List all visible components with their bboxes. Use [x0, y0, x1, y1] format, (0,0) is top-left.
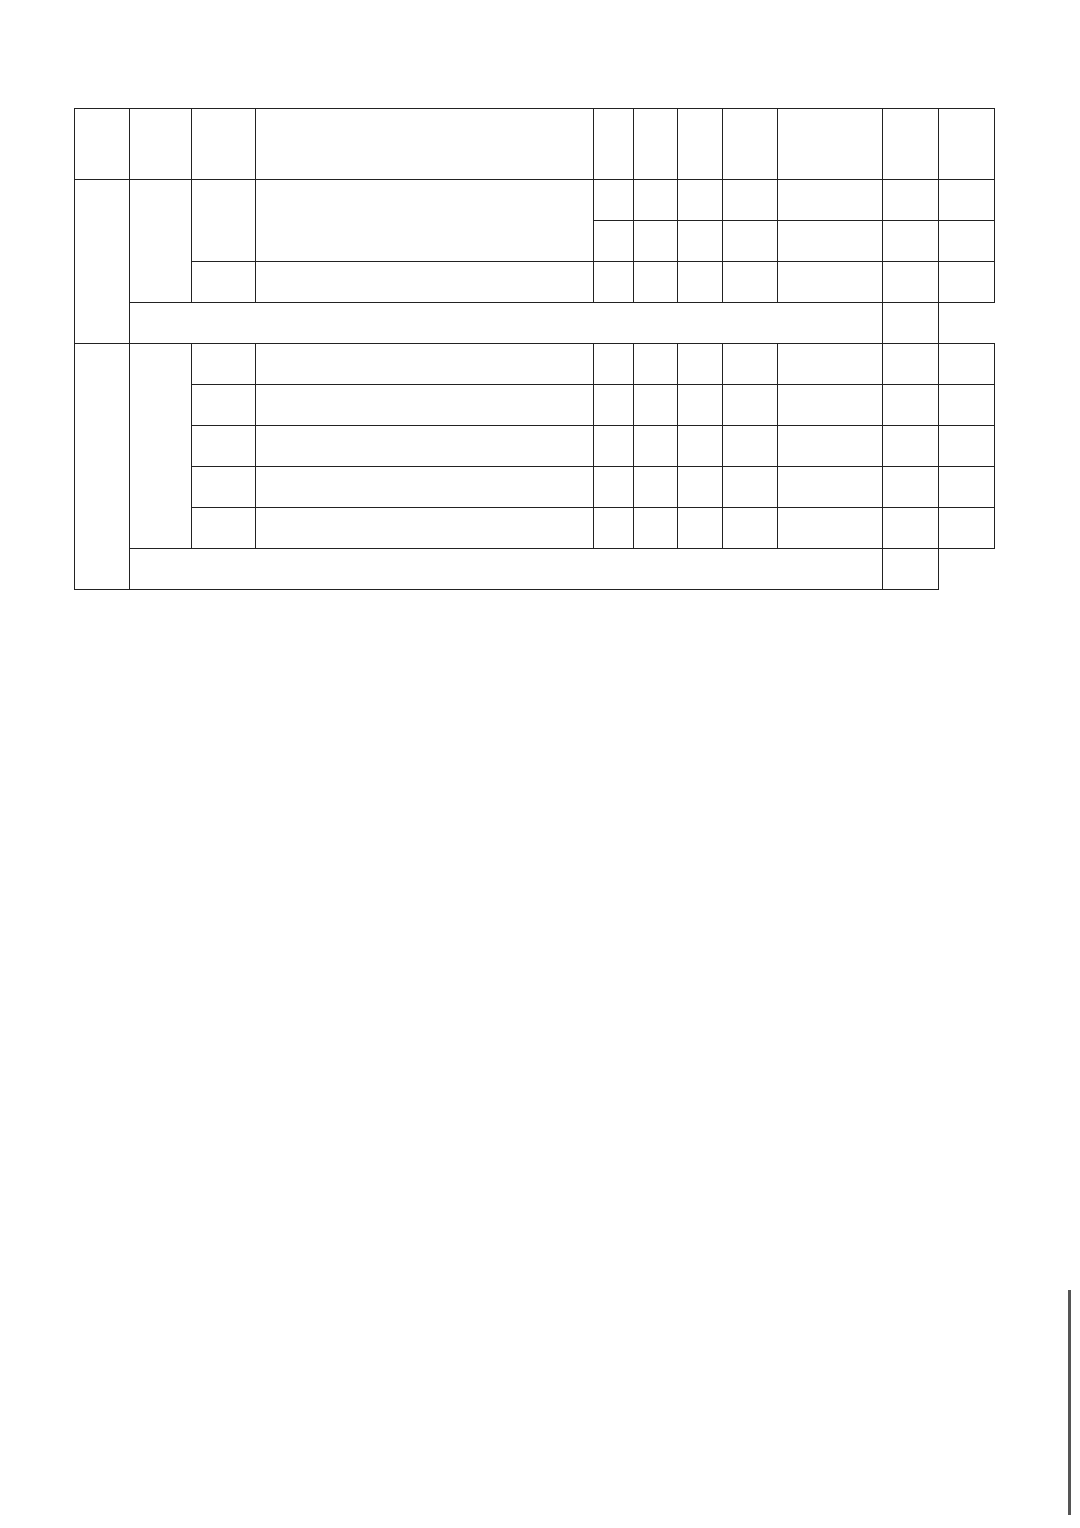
school-name-cell: [130, 180, 192, 303]
school-code-cell: [75, 180, 130, 344]
physical-standard-cell: [778, 262, 883, 303]
plan-count-cell: [939, 262, 995, 303]
header-school-name: [130, 109, 192, 180]
subtotal-row: [75, 303, 995, 344]
table-row: [75, 426, 995, 467]
subjects-cell: [883, 426, 939, 467]
header-major-name: [256, 109, 594, 180]
subjects-cell: [883, 221, 939, 262]
major-name-cell: [256, 426, 594, 467]
subjects-cell: [883, 508, 939, 549]
duration-cell: [594, 344, 634, 385]
major-name-cell: [256, 180, 594, 262]
degree-cell: [634, 344, 678, 385]
subjects-cell: [883, 385, 939, 426]
plan-count-cell: [939, 508, 995, 549]
gender-cell: [678, 262, 723, 303]
table-row: [75, 262, 995, 303]
subjects-cell: [883, 262, 939, 303]
major-code-cell: [192, 262, 256, 303]
major-code-cell: [192, 180, 256, 262]
gender-cell: [678, 426, 723, 467]
degree-cell: [634, 221, 678, 262]
degree-cell: [634, 385, 678, 426]
subtotal-row: [75, 549, 995, 590]
major-name-cell: [256, 508, 594, 549]
plan-count-cell: [939, 426, 995, 467]
header-plan: [939, 109, 995, 180]
degree-cell: [634, 467, 678, 508]
physical-standard-cell: [778, 385, 883, 426]
category-cell: [723, 467, 778, 508]
duration-cell: [594, 180, 634, 221]
header-duration: [594, 109, 634, 180]
category-cell: [723, 508, 778, 549]
header-major-code: [192, 109, 256, 180]
plan-count-cell: [939, 467, 995, 508]
table-row: [75, 344, 995, 385]
duration-cell: [594, 508, 634, 549]
table-row: [75, 467, 995, 508]
duration-cell: [594, 426, 634, 467]
duration-cell: [594, 221, 634, 262]
header-school-code: [75, 109, 130, 180]
major-name-cell: [256, 385, 594, 426]
plan-count-cell: [939, 221, 995, 262]
school-code-cell: [75, 344, 130, 590]
major-code-cell: [192, 508, 256, 549]
physical-standard-cell: [778, 426, 883, 467]
major-code-cell: [192, 426, 256, 467]
physical-standard-cell: [778, 467, 883, 508]
subjects-cell: [883, 467, 939, 508]
header-category: [723, 109, 778, 180]
subtotal-label: [130, 303, 883, 344]
major-name-cell: [256, 262, 594, 303]
category-cell: [723, 262, 778, 303]
header-physical: [778, 109, 883, 180]
table-row: [75, 180, 995, 221]
header-degree: [634, 109, 678, 180]
plan-count-cell: [939, 344, 995, 385]
header-gender: [678, 109, 723, 180]
duration-cell: [594, 467, 634, 508]
scan-edge-mark: [1068, 1290, 1071, 1515]
gender-cell: [678, 385, 723, 426]
duration-cell: [594, 262, 634, 303]
subjects-cell: [883, 180, 939, 221]
table-row: [75, 508, 995, 549]
subtotal-value: [883, 549, 939, 590]
physical-standard-cell: [778, 344, 883, 385]
major-code-cell: [192, 467, 256, 508]
enrollment-plan-table: [74, 108, 995, 590]
gender-cell: [678, 180, 723, 221]
gender-cell: [678, 344, 723, 385]
major-code-cell: [192, 344, 256, 385]
degree-cell: [634, 508, 678, 549]
major-code-cell: [192, 385, 256, 426]
major-name-cell: [256, 467, 594, 508]
table-body: [75, 180, 995, 590]
degree-cell: [634, 180, 678, 221]
subtotal-label: [130, 549, 883, 590]
subjects-cell: [883, 344, 939, 385]
category-cell: [723, 221, 778, 262]
major-name-cell: [256, 344, 594, 385]
plan-count-cell: [939, 385, 995, 426]
gender-cell: [678, 508, 723, 549]
subtotal-value: [883, 303, 939, 344]
header-row: [75, 109, 995, 180]
physical-standard-cell: [778, 508, 883, 549]
header-subjects: [883, 109, 939, 180]
category-cell: [723, 180, 778, 221]
category-cell: [723, 344, 778, 385]
category-cell: [723, 426, 778, 467]
category-cell: [723, 385, 778, 426]
degree-cell: [634, 426, 678, 467]
gender-cell: [678, 467, 723, 508]
physical-standard-cell: [778, 180, 883, 221]
degree-cell: [634, 262, 678, 303]
plan-count-cell: [939, 180, 995, 221]
duration-cell: [594, 385, 634, 426]
school-name-cell: [130, 344, 192, 549]
physical-standard-cell: [778, 221, 883, 262]
gender-cell: [678, 221, 723, 262]
table-row: [75, 385, 995, 426]
